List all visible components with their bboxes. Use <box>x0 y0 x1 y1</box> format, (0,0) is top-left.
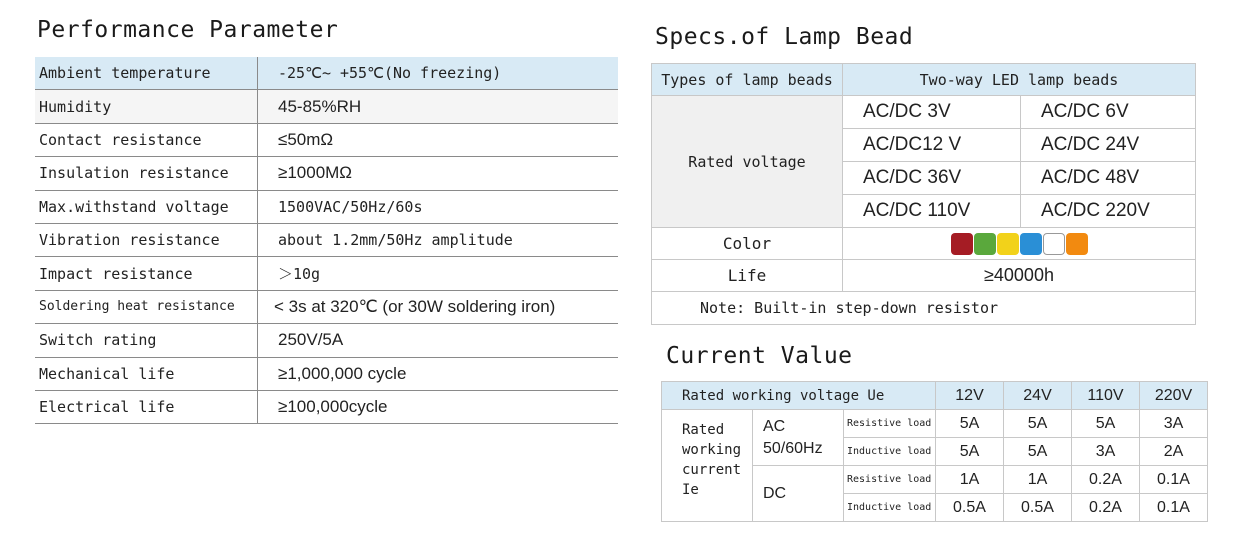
rated-current-line: working <box>682 442 742 458</box>
param-key: Vibration resistance <box>35 223 258 256</box>
current-value: 5A <box>1072 410 1140 438</box>
table-row <box>652 260 1196 292</box>
param-value: < 3s at 320℃ (or 30W soldering iron) <box>258 290 619 323</box>
voltage-cell: AC/DC 3V <box>843 96 1021 129</box>
current-value: 5A <box>936 410 1004 438</box>
current-table <box>661 381 1208 522</box>
rated-voltage-label: Rated voltage <box>652 96 843 228</box>
performance-title: Performance Parameter <box>37 17 339 43</box>
param-value: 1500VAC/50Hz/60s <box>258 190 619 223</box>
param-value: 45-85%RH <box>258 90 619 123</box>
table-row <box>35 390 618 423</box>
param-key: Contact resistance <box>35 123 258 156</box>
table-row <box>662 382 1208 410</box>
performance-table <box>35 57 618 424</box>
param-value: about 1.2mm/50Hz amplitude <box>258 223 619 256</box>
voltage-cell: AC/DC12 V <box>843 129 1021 162</box>
param-value: ≥1000MΩ <box>258 157 619 190</box>
lamp-spec-table <box>651 63 1196 325</box>
table-row <box>652 96 1196 129</box>
current-value: 0.5A <box>1004 494 1072 522</box>
lamp-type-label: Types of lamp beads <box>652 64 843 96</box>
param-key: Max.withstand voltage <box>35 190 258 223</box>
color-swatch <box>997 233 1019 255</box>
current-value: 5A <box>936 438 1004 466</box>
current-value: 5A <box>1004 410 1072 438</box>
color-swatch <box>951 233 973 255</box>
current-value: 2A <box>1140 438 1208 466</box>
table-row <box>662 410 1208 438</box>
param-value: ≤50mΩ <box>258 123 619 156</box>
current-value: 0.2A <box>1072 494 1140 522</box>
life-value: ≥40000h <box>843 260 1196 292</box>
load-type-label: Resistive load <box>844 466 936 494</box>
load-type-label: Inductive load <box>844 438 936 466</box>
color-swatch <box>1043 233 1065 255</box>
param-value: ≥1,000,000 cycle <box>258 357 619 390</box>
current-value: 5A <box>1004 438 1072 466</box>
color-swatches <box>951 233 1088 255</box>
lamp-title: Specs.of Lamp Bead <box>655 24 914 50</box>
table-row <box>35 90 618 123</box>
current-value: 1A <box>1004 466 1072 494</box>
voltage-cell: AC/DC 220V <box>1021 195 1196 228</box>
color-label: Color <box>652 228 843 260</box>
color-swatch <box>974 233 996 255</box>
current-value: 3A <box>1072 438 1140 466</box>
table-row <box>35 190 618 223</box>
voltage-header: 12V <box>936 382 1004 410</box>
color-swatches-cell <box>843 228 1196 260</box>
param-value: 250V/5A <box>258 324 619 357</box>
param-key: Soldering heat resistance <box>35 290 258 323</box>
voltage-cell: AC/DC 6V <box>1021 96 1196 129</box>
voltage-header-label: Rated working voltage Ue <box>662 382 936 410</box>
lamp-type-value: Two-way LED lamp beads <box>843 64 1196 96</box>
param-value: ＞10g <box>258 257 619 290</box>
current-value: 3A <box>1140 410 1208 438</box>
voltage-cell: AC/DC 24V <box>1021 129 1196 162</box>
table-row <box>652 292 1196 325</box>
param-key: Ambient temperature <box>35 57 258 90</box>
lamp-note: Note: Built-in step-down resistor <box>652 292 1196 325</box>
life-label: Life <box>652 260 843 292</box>
color-swatch <box>1066 233 1088 255</box>
color-swatch <box>1020 233 1042 255</box>
load-type-label: Resistive load <box>844 410 936 438</box>
table-row <box>652 64 1196 96</box>
current-value: 1A <box>936 466 1004 494</box>
param-key: Electrical life <box>35 390 258 423</box>
load-type-label: Inductive load <box>844 494 936 522</box>
current-value: 0.5A <box>936 494 1004 522</box>
table-row <box>35 324 618 357</box>
voltage-header: 110V <box>1072 382 1140 410</box>
table-row <box>35 223 618 256</box>
param-key: Humidity <box>35 90 258 123</box>
param-key: Mechanical life <box>35 357 258 390</box>
table-row <box>35 157 618 190</box>
rated-current-line: Rated <box>682 422 725 438</box>
voltage-cell: AC/DC 48V <box>1021 162 1196 195</box>
table-row <box>35 123 618 156</box>
current-title: Current Value <box>666 343 853 369</box>
table-row <box>652 228 1196 260</box>
param-key: Insulation resistance <box>35 157 258 190</box>
current-value: 0.2A <box>1072 466 1140 494</box>
dc-label: DC <box>753 466 844 522</box>
table-row <box>35 290 618 323</box>
param-value: -25℃~ +55℃(No freezing) <box>258 57 619 90</box>
param-key: Switch rating <box>35 324 258 357</box>
voltage-header: 220V <box>1140 382 1208 410</box>
ac-label-line: 50/60Hz <box>763 439 823 457</box>
table-row <box>35 357 618 390</box>
voltage-cell: AC/DC 36V <box>843 162 1021 195</box>
current-value: 0.1A <box>1140 494 1208 522</box>
param-key: Impact resistance <box>35 257 258 290</box>
voltage-cell: AC/DC 110V <box>843 195 1021 228</box>
voltage-header: 24V <box>1004 382 1072 410</box>
param-value: ≥100,000cycle <box>258 390 619 423</box>
rated-current-line: Ie <box>682 482 699 498</box>
rated-current-line: current <box>682 462 742 478</box>
table-row <box>35 257 618 290</box>
table-row <box>35 57 618 90</box>
rated-current-label <box>662 410 753 522</box>
current-value: 0.1A <box>1140 466 1208 494</box>
ac-label-line: AC <box>763 417 786 435</box>
ac-label <box>753 410 844 466</box>
